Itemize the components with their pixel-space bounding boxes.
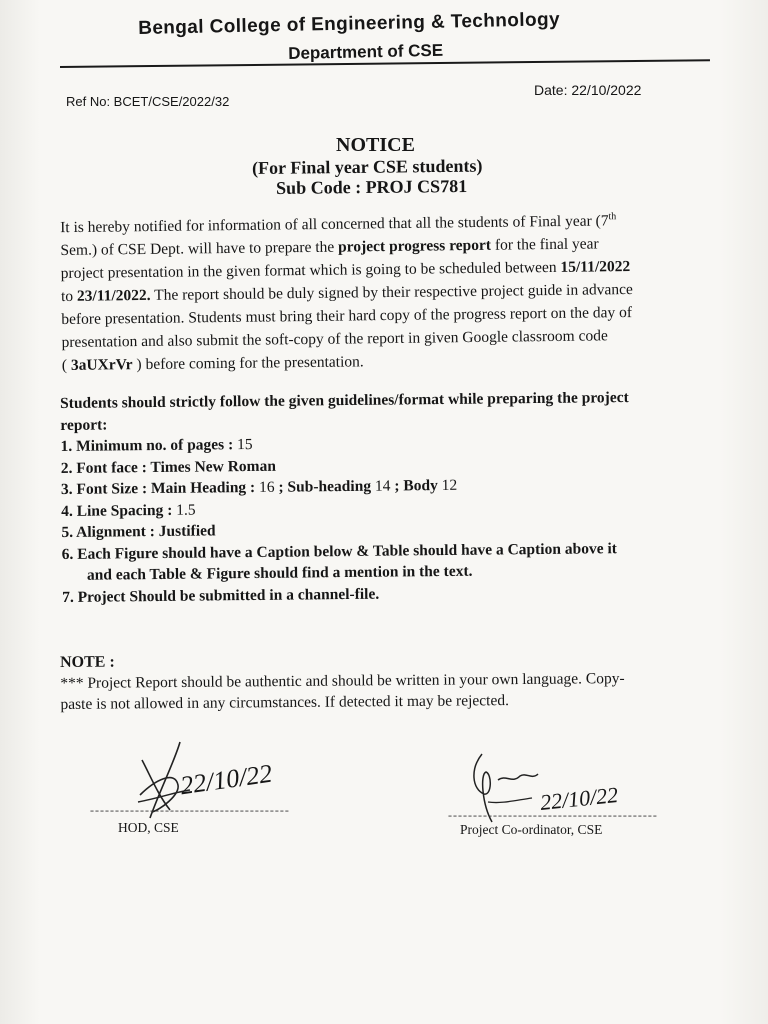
start-date: 15/11/2022 — [560, 258, 631, 277]
body-line: before presentation. Students must bring their hard copy of the progress report on the day of — [61, 304, 633, 329]
superscript: th — [608, 211, 617, 223]
item-label: 7. Project Should be submitted in a channel-file. — [62, 585, 380, 606]
subject-code: Sub Code : PROJ CS781 — [276, 175, 468, 198]
guidelines-section — [60, 386, 712, 608]
item-value: 14 — [374, 477, 391, 495]
item-label: 6. Each Figure should have a Caption below & Table should have a Caption above it — [61, 539, 617, 563]
body-text: The report should be duly signed by their respective project guide in advance — [150, 281, 633, 305]
reference-number: Ref No: BCET/CSE/2022/32 — [66, 94, 230, 109]
end-date: 23/11/2022. — [76, 287, 151, 305]
item-label: 1. Minimum no. of pages : — [60, 436, 238, 455]
body-text: to — [60, 287, 78, 306]
item-label: 2. Font face : Times New Roman — [60, 457, 276, 477]
department-name: Department of CSE — [288, 40, 444, 63]
notice-body — [60, 204, 712, 377]
notice-date: Date: 22/10/2022 — [534, 82, 642, 98]
highlight-report: project progress report — [337, 236, 492, 256]
notice-audience: (For Final year CSE students) — [252, 155, 483, 178]
college-name: Bengal College of Engineering & Technology — [138, 9, 561, 39]
item-value: 12 — [441, 476, 458, 495]
body-text: ) before coming for the presentation. — [132, 353, 364, 374]
item-label: 5. Alignment : Justified — [61, 522, 216, 541]
body-text: It is hereby notified for information of all concerned that all the students of Final year (7 — [60, 212, 609, 237]
hod-signature-line: ---------------------------------------- — [90, 803, 290, 817]
item-value: 1.5 — [176, 501, 196, 519]
guidelines-intro: report: — [60, 416, 108, 434]
coordinator-label: Project Co-ordinator, CSE — [460, 822, 603, 837]
item-value: 15 — [237, 435, 253, 454]
hod-label: HOD, CSE — [118, 820, 179, 835]
body-text: project presentation in the given format which is going to be scheduled between — [60, 259, 561, 283]
item-label: 3. Font Size : Main Heading : — [60, 478, 260, 498]
hod-handwritten-date: 22/10/22 — [178, 758, 274, 801]
classroom-code: 3aUXrVr — [70, 356, 133, 375]
coordinator-signature-line: ------------------------------------------ — [448, 808, 658, 822]
note-section — [60, 646, 711, 715]
item-label: ; Sub-heading — [274, 477, 376, 496]
notice-title: NOTICE — [336, 134, 415, 156]
item-value: 16 — [258, 478, 275, 496]
note-line: *** Project Report should be authentic and should be written in your own language. Copy- — [60, 670, 625, 692]
guidelines-intro: Students should strictly follow the given guidelines/format while preparing the project — [60, 389, 629, 412]
body-line: presentation and also submit the soft-copy of the report in given Google classroom code — [61, 327, 608, 352]
note-line: paste is not allowed in any circumstances. If detected it may be rejected. — [60, 692, 509, 713]
guidelines-list — [60, 429, 712, 608]
note-heading: NOTE : — [60, 653, 115, 671]
item-label: ; Body — [390, 477, 442, 495]
body-text: ( — [61, 357, 72, 375]
list-item-continuation: and each Table & Figure should find a mention in the text. — [86, 562, 473, 584]
body-text: for the final year — [490, 235, 599, 254]
item-label: 4. Line Spacing : — [61, 501, 177, 520]
body-text: Sem.) of CSE Dept. will have to prepare the — [60, 238, 339, 260]
coordinator-handwritten-date: 22/10/22 — [538, 781, 620, 816]
